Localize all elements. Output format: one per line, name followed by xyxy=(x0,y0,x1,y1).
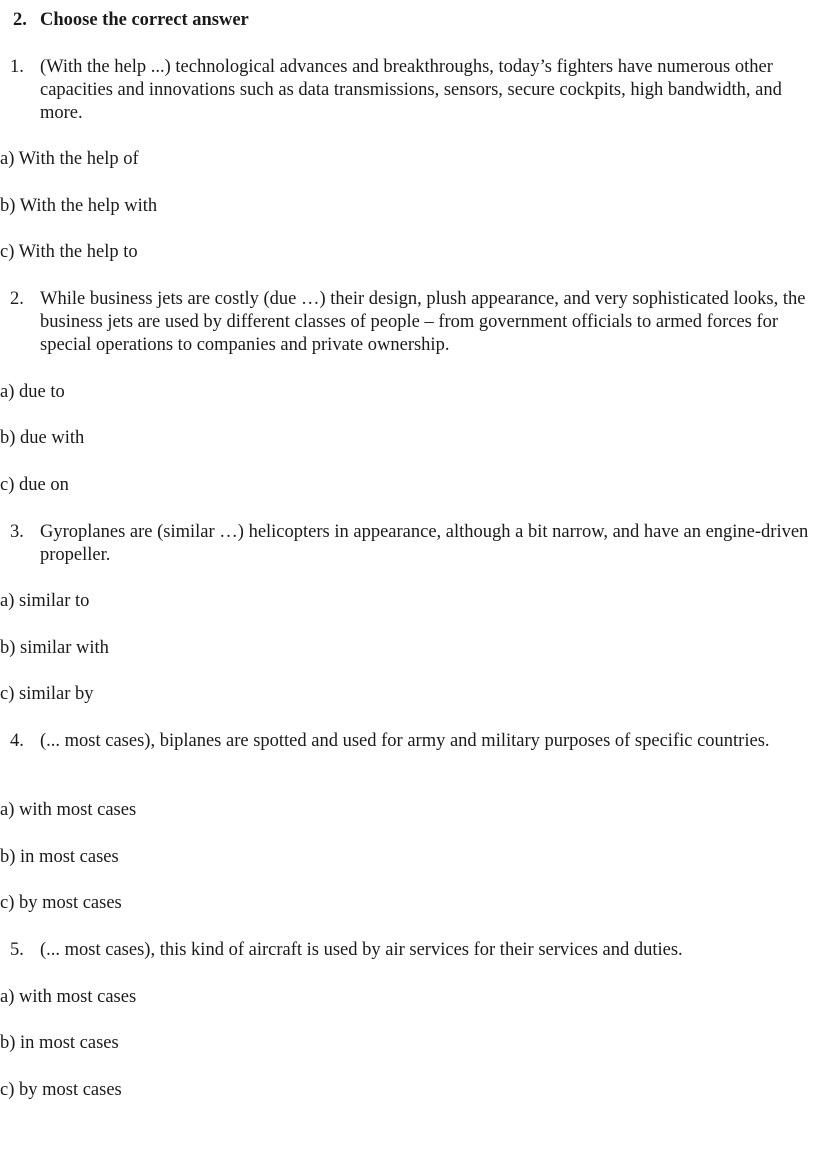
option-5a[interactable]: a) with most cases xyxy=(0,987,137,1007)
question-text: (... most cases), biplanes are spotted and used for army and military purposes of specific countries. xyxy=(40,731,770,751)
question-number: 4. xyxy=(10,731,24,751)
question-number: 5. xyxy=(10,940,24,960)
option-4c[interactable]: c) by most cases xyxy=(0,893,122,913)
option-5c[interactable]: c) by most cases xyxy=(0,1080,122,1100)
option-1a[interactable]: a) With the help of xyxy=(0,149,139,169)
question-number: 2. xyxy=(10,289,24,309)
question-2 xyxy=(10,288,810,357)
question-text: Gyroplanes are (similar …) helicopters in appearance, although a bit narrow, and have an engine-driven propeller. xyxy=(40,522,809,565)
option-3b[interactable]: b) similar with xyxy=(0,638,109,658)
section-number: 2. xyxy=(13,10,27,30)
question-4 xyxy=(10,730,810,753)
question-text: While business jets are costly (due …) their design, plush appearance, and very sophisticated looks, the business jets are used by different classes of people – from government officials to armed forces for special operations to companies and private ownership. xyxy=(40,289,806,355)
question-number: 3. xyxy=(10,522,24,542)
option-4b[interactable]: b) in most cases xyxy=(0,847,119,867)
option-3c[interactable]: c) similar by xyxy=(0,684,94,704)
section-heading xyxy=(13,9,249,32)
option-1b[interactable]: b) With the help with xyxy=(0,196,158,216)
option-2a[interactable]: a) due to xyxy=(0,382,65,402)
question-1 xyxy=(10,56,810,125)
option-3a[interactable]: a) similar to xyxy=(0,591,90,611)
section-title: Choose the correct answer xyxy=(40,10,249,30)
question-3 xyxy=(10,521,810,567)
option-1c[interactable]: c) With the help to xyxy=(0,242,138,262)
option-4a[interactable]: a) with most cases xyxy=(0,800,137,820)
question-5 xyxy=(10,939,810,962)
question-number: 1. xyxy=(10,57,24,77)
option-2b[interactable]: b) due with xyxy=(0,428,85,448)
question-text: (... most cases), this kind of aircraft is used by air services for their services and duties. xyxy=(40,940,683,960)
option-2c[interactable]: c) due on xyxy=(0,475,69,495)
option-5b[interactable]: b) in most cases xyxy=(0,1033,119,1053)
question-text: (With the help ...) technological advances and breakthroughs, today’s fighters have numerous other capacities and innovations such as data transmissions, sensors, secure cockpits, high bandwidth, and more. xyxy=(40,57,782,123)
